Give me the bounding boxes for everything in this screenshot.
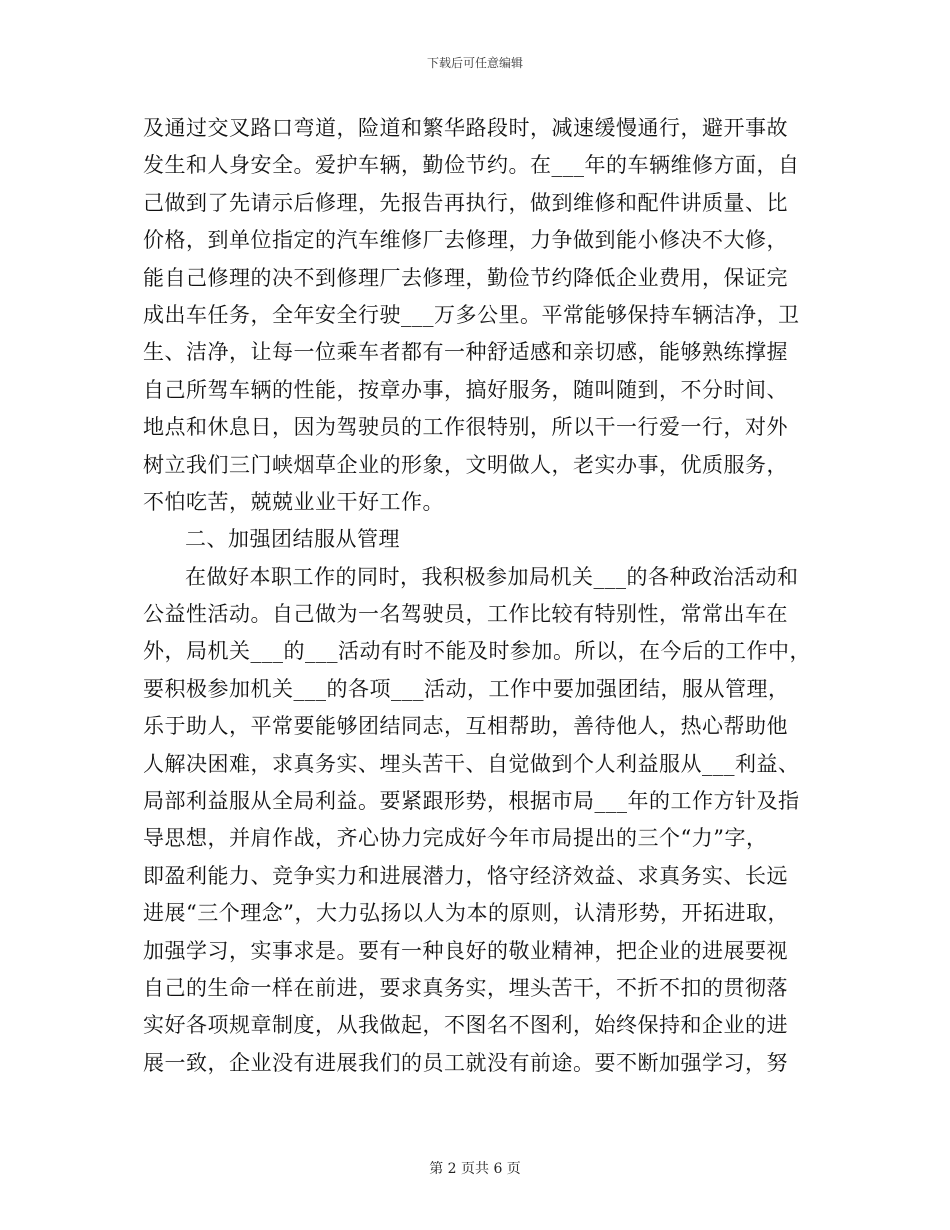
text-line: 能自己修理的决不到修理厂去修理，勤俭节约降低企业费用，保证完 [143, 265, 788, 290]
text-line: 即盈利能力、竞争实力和进展潜力，恪守经济效益、求真务实、长远 [143, 863, 788, 888]
text-line: 进展“三个理念”，大力弘扬以人为本的原则，认清形势，开拓进取， [143, 901, 789, 926]
text-line: 自己所驾车辆的性能，按章办事，搞好服务，随叫随到，不分时间、 [143, 377, 788, 402]
text-line: 公益性活动。自己做为一名驾驶员，工作比较有特别性，常常出车在 [143, 602, 788, 627]
text-line: 成出车任务，全年安全行驶___万多公里。平常能够保持车辆洁净，卫 [143, 302, 800, 327]
text-line: 地点和休息日，因为驾驶员的工作很特别，所以干一行爱一行，对外 [143, 415, 788, 440]
text-line: 人解决困难，求真务实、埋头苦干、自觉做到个人利益服从___利益、 [143, 751, 800, 776]
text-line: 乐于助人，平常要能够团结同志，互相帮助，善待他人，热心帮助他 [143, 714, 788, 739]
text-line: 局部利益服从全局利益。要紧跟形势，根据市局___年的工作方针及指 [143, 789, 800, 814]
text-line: 树立我们三门峡烟草企业的形象，文明做人，老实办事，优质服务， [143, 452, 788, 477]
text-line: 加强学习，实事求是。要有一种良好的敬业精神，把企业的进展要视 [143, 938, 788, 963]
page-footer: 第 2 页共 6 页 [429, 1161, 521, 1177]
text-line: 己做到了先请示后修理，先报告再执行，做到维修和配件讲质量、比 [143, 190, 788, 215]
text-line: 发生和人身安全。爱护车辆，勤俭节约。在___年的车辆维修方面，自 [143, 153, 800, 178]
text-line: 展一致，企业没有进展我们的员工就没有前途。要不断加强学习，努 [143, 1050, 788, 1075]
text-line: 生、洁净，让每一位乘车者都有一种舒适感和亲切感，能够熟练撑握 [143, 340, 788, 365]
text-line: 在做好本职工作的同时，我积极参加局机关___的各种政治活动和 [185, 564, 799, 589]
section-heading: 二、加强团结服从管理 [185, 527, 400, 552]
text-line: 自己的生命一样在前进，要求真务实，埋头苦干，不折不扣的贯彻落 [143, 975, 788, 1000]
text-line: 要积极参加机关___的各项___活动，工作中要加强团结，服从管理， [143, 676, 790, 701]
text-line: 及通过交叉路口弯道，险道和繁华路段时，减速缓慢通行，避开事故 [143, 116, 788, 140]
text-line: 价格，到单位指定的汽车维修厂去修理，力争做到能小修决不大修， [143, 228, 788, 253]
text-line: 实好各项规章制度，从我做起，不图名不图利，始终保持和企业的进 [143, 1013, 788, 1038]
text-line: 导思想，并肩作战，齐心协力完成好今年市局提出的三个“力”字， [143, 826, 768, 851]
page-header: 下载后可任意编辑 [426, 56, 523, 70]
text-line: 外，局机关___的___活动有时不能及时参加。所以，在今后的工作中， [143, 639, 811, 664]
text-line: 不怕吃苦，兢兢业业干好工作。 [143, 489, 444, 514]
document-body [143, 110, 811, 1082]
